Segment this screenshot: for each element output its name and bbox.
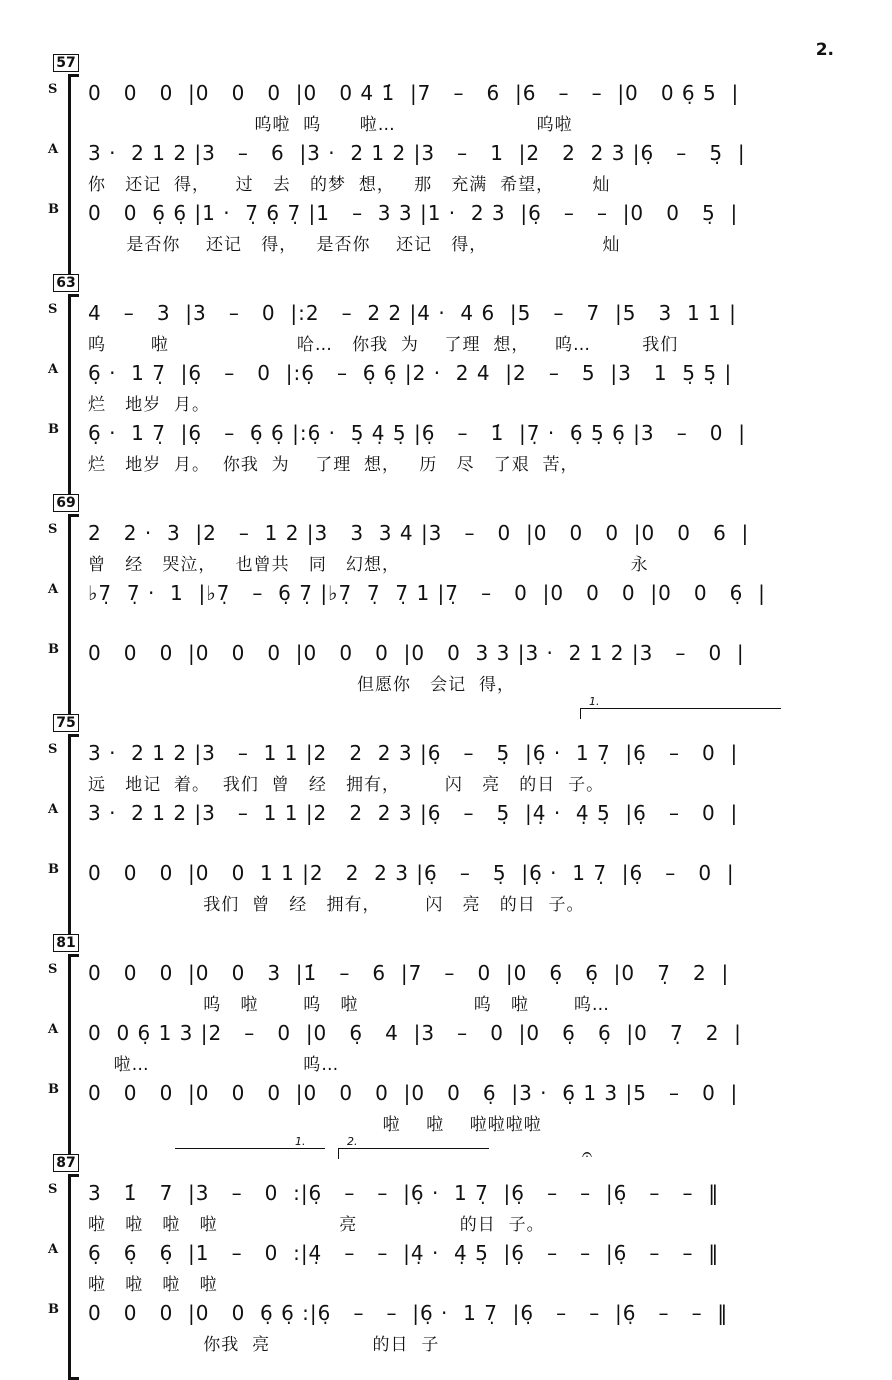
voice-label: S (48, 1182, 58, 1197)
jianpu-notes: 0 0 0 |0 0 0 |0 0 4 1̇ |7 – 6 |6 – – |0 0 6̣ 5 | (88, 81, 740, 105)
voice-row (0, 958, 892, 1018)
volta-label: 2. (347, 1135, 358, 1148)
voice-label: S (48, 82, 58, 97)
voice-row (0, 1078, 892, 1138)
jianpu-notes: 3 · 2 1 2 |3 – 6 |3 · 2 1 2 |3 – 1 |2 2 2 3 |6̣ – 5̣ | (88, 141, 746, 165)
lyric-line: 远 地记 着。 我们 曾 经 拥有， 闪 亮 的日 子。 (88, 775, 605, 795)
voice-row (0, 358, 892, 418)
measure-number: 81 (53, 934, 79, 952)
voice-row (0, 1298, 892, 1358)
measure-number: 75 (53, 714, 79, 732)
volta-label: 1. (589, 695, 600, 708)
jianpu-notes: 0 0 0 |0 0 6̣ 6̣ :|6̣ – – |6̣ · 1 7̣ |6̣ – – |6̣ – – ‖ (88, 1301, 729, 1325)
measure-number: 63 (53, 274, 79, 292)
jianpu-notes: 0 0 0 |0 0 0 |0 0 0 |0 0 6̣ |3 · 6̣ 1 3 |5 – 0 | (88, 1081, 739, 1105)
measure-number: 57 (53, 54, 79, 72)
voice-row (0, 638, 892, 698)
score-system (0, 55, 892, 275)
voice-label: S (48, 962, 58, 977)
lyric-line: 啦 啦 啦 啦 亮 的日 子。 (88, 1215, 545, 1235)
voice-row (0, 78, 892, 138)
lyric-line: 但愿你 会记 得， (88, 675, 515, 695)
jianpu-notes: 0 0 0 |0 0 0 |0 0 0 |0 0 3 3 |3 · 2 1 2 |3 – 0 | (88, 641, 745, 665)
voice-label: S (48, 742, 58, 757)
score-system (0, 275, 892, 495)
voice-label: S (48, 302, 58, 317)
lyric-line: 你 还记 得， 过 去 的梦 想， 那 充满 希望， 灿 (88, 175, 611, 195)
voice-label: A (48, 1242, 59, 1257)
fermata-icon: 𝄐 (582, 1144, 593, 1165)
lyric-line: 烂 地岁 月。 (88, 395, 211, 415)
volta-label: 1. (295, 1135, 306, 1148)
voice-row (0, 798, 892, 858)
voice-row (0, 578, 892, 638)
voice-row (0, 858, 892, 918)
lyric-line: 啦 啦 啦 啦 (88, 1275, 218, 1295)
lyric-line: 呜 啦 哈… 你我 为 了理 想， 呜… 我们 (88, 335, 679, 355)
volta-bracket-1 (175, 1135, 325, 1159)
jianpu-notes: 0 0 0 |0 0 3 |1̇ – 6 |7 – 0 |0 6̣ 6̣ |0 7̣ 2 | (88, 961, 730, 985)
measure-number: 87 (53, 1154, 79, 1172)
voice-label: S (48, 522, 58, 537)
jianpu-notes: 0 0 6̣ 1 3 |2 – 0 |0 6̣ 4 |3 – 0 |0 6̣ 6̣ |0 7̣ 2 | (88, 1021, 742, 1045)
jianpu-notes: 6̣ · 1 7̣ |6̣ – 0 |:6̣ – 6̣ 6̣ |2 · 2 4 |2 – 5 |3 1 5̣ 5̣ | (88, 361, 733, 385)
jianpu-notes: 0 0 0 |0 0 1 1 |2 2 2 3 |6̣ – 5̣ |6̣ · 1 7̣ |6̣ – 0 | (88, 861, 735, 885)
voice-label: B (48, 862, 59, 877)
jianpu-notes: 0 0 6̣ 6̣ |1 · 7̣ 6̣ 7̣ |1 – 3 3 |1 · 2 3 |6̣ – – |0 0 5̣ | (88, 201, 739, 225)
voice-label: A (48, 582, 59, 597)
score-system (0, 1135, 892, 1375)
lyric-line: 呜啦 呜 啦… 呜啦 (88, 115, 573, 135)
lyric-line: 我们 曾 经 拥有， 闪 亮 的日 子。 (88, 895, 585, 915)
voice-label: B (48, 202, 59, 217)
measure-number: 69 (53, 494, 79, 512)
voice-label: A (48, 142, 59, 157)
jianpu-notes: 6̣ 6̣ 6̣ |1 – 0 :|4̣ – – |4̣ · 4̣ 5̣ |6̣ – – |6̣ – – ‖ (88, 1241, 720, 1265)
voice-label: B (48, 1082, 59, 1097)
lyric-line: 啦… 呜… (88, 1055, 340, 1075)
voice-label: B (48, 642, 59, 657)
voice-row (0, 418, 892, 478)
jianpu-notes: 4 – 3 |3 – 0 |:2 – 2 2 |4 · 4 6 |5 – 7 |5 3 1 1 | (88, 301, 737, 325)
voice-label: A (48, 802, 59, 817)
voice-row (0, 518, 892, 578)
voice-row (0, 298, 892, 358)
jianpu-notes: 2 2 · 3 |2 – 1 2 |3 3 3 4 |3 – 0 |0 0 0 |0 0 6 | (88, 521, 750, 545)
jianpu-notes: 6̣ · 1 7̣ |6̣ – 6̣ 6̣ |:6̣ · 5̣ 4̣ 5̣ |6̣ – 1̇ |7̣ · 6̣ 5̣ 6̣ |3 – 0 | (88, 421, 746, 445)
voice-row (0, 738, 892, 798)
jianpu-notes: 3 1̇ 7 |3 – 0 :|6̣ – – |6̣ · 1 7̣ |6̣ – – |6̣ – – ‖ (88, 1181, 720, 1205)
voice-row (0, 1178, 892, 1238)
lyric-line: 呜 啦 呜 啦 呜 啦 呜… (88, 995, 610, 1015)
voice-row (0, 1018, 892, 1078)
volta-bracket-2 (338, 1135, 489, 1159)
jianpu-notes: 3 · 2 1 2 |3 – 1 1 |2 2 2 3 |6̣ – 5̣ |6̣ · 1 7̣ |6̣ – 0 | (88, 741, 739, 765)
score-system (0, 695, 892, 935)
jianpu-notes: ♭7̣ 7̣ · 1 |♭7̣ – 6̣ 7̣ |♭7̣ 7̣ 7̣ 1 |7̣ – 0 |0 0 0 |0 0 6̣ | (88, 581, 766, 605)
voice-label: B (48, 1302, 59, 1317)
page-number: 2. (815, 40, 834, 60)
lyric-line: 是否你 还记 得， 是否你 还记 得， 灿 (88, 235, 621, 255)
score-system (0, 495, 892, 715)
voice-label: A (48, 362, 59, 377)
lyric-line: 烂 地岁 月。 你我 为 了理 想， 历 尽 了艰 苦， (88, 455, 579, 475)
volta-bracket-1 (580, 695, 781, 719)
voice-row (0, 138, 892, 198)
score-system (0, 935, 892, 1155)
voice-label: A (48, 1022, 59, 1037)
lyric-line: 曾 经 哭泣， 也曾共 同 幻想， 永 (88, 555, 649, 575)
voice-row (0, 198, 892, 258)
lyric-line: 啦 啦 啦啦啦啦 (88, 1115, 542, 1135)
jianpu-notes: 3 · 2 1 2 |3 – 1 1 |2 2 2 3 |6̣ – 5̣ |4̣ · 4̣ 5̣ |6̣ – 0 | (88, 801, 739, 825)
lyric-line: 你我 亮 的日 子 (88, 1335, 440, 1355)
voice-label: B (48, 422, 59, 437)
voice-row (0, 1238, 892, 1298)
